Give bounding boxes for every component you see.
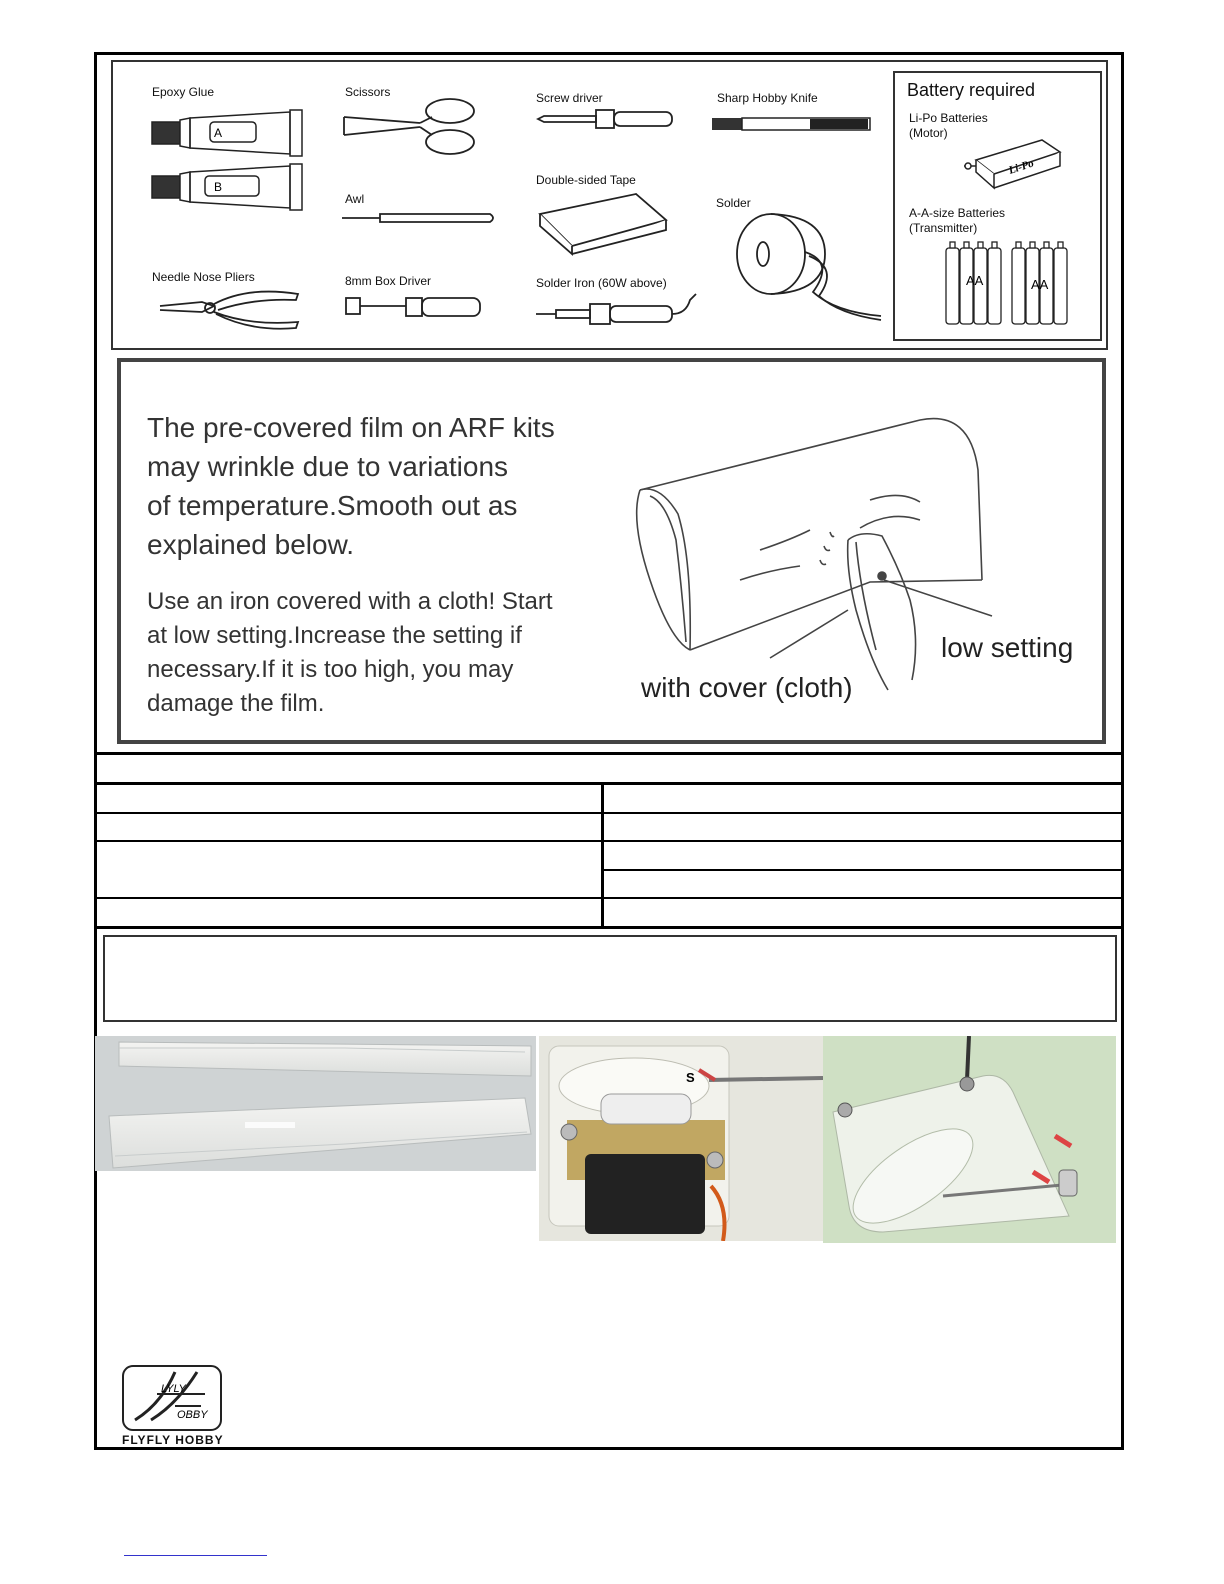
tape-label: Double-sided Tape <box>536 173 636 187</box>
epoxy-glue-label: Epoxy Glue <box>152 85 215 99</box>
notice-body: Use an iron covered with a cloth! Start at low setting.Increase the setting if necessary.If it is too high, you may damage the film. <box>147 588 553 717</box>
wing-panels-photo <box>95 1036 536 1171</box>
notice-title: The pre-covered film on ARF kits may wrinkle due to variations of temperature.Smooth out as explained below. <box>147 412 555 560</box>
screw-driver-icon <box>536 106 676 132</box>
lipo-pack-text: Li-Po <box>1007 157 1036 177</box>
table-top-rule <box>94 752 1124 755</box>
aa-note: (Transmitter) <box>909 221 978 235</box>
hobby-knife-label: Sharp Hobby Knife <box>717 91 818 105</box>
lipo-label: Li-Po Batteries <box>909 111 988 125</box>
aa-batteries-icon <box>942 240 1077 328</box>
cover-cloth-callout: with cover (cloth) <box>641 672 853 703</box>
tape-icon <box>536 190 671 256</box>
epoxy-glue-icon <box>150 108 305 218</box>
lipo-note: (Motor) <box>909 126 948 140</box>
battery-title: Battery required <box>907 80 1036 100</box>
tube-b-label: B <box>214 180 223 194</box>
solder-label: Solder <box>716 196 751 210</box>
servo-s-marker: S <box>686 1070 695 1085</box>
pliers-icon <box>158 284 304 334</box>
scissors-icon <box>340 95 480 157</box>
flyfly-hobby-logo <box>121 1364 223 1432</box>
table-bottom-rule <box>94 926 1124 929</box>
scissors-label: Scissors <box>345 85 391 99</box>
lipo-battery-icon <box>962 136 1064 192</box>
footer-link-rule <box>124 1555 267 1556</box>
table-column-divider <box>601 784 604 927</box>
awl-icon <box>340 208 498 228</box>
brand-name: FLYFLY HOBBY <box>122 1433 224 1447</box>
instruction-box <box>103 935 1117 1022</box>
table-row-rule <box>603 869 1124 871</box>
solder-iron-label: Solder Iron (60W above) <box>536 276 667 290</box>
tube-a-label: A <box>214 126 223 140</box>
logo-bottom-text: OBBY <box>177 1409 208 1421</box>
solder-spool-icon <box>735 212 883 324</box>
servo-mount-photo <box>539 1036 823 1241</box>
box-driver-label: 8mm Box Driver <box>345 274 432 288</box>
hobby-knife-icon <box>710 114 872 134</box>
screw-driver-label: Screw driver <box>536 91 603 105</box>
aa-text-right: AA <box>1031 277 1049 292</box>
box-driver-icon <box>344 294 484 320</box>
table-header-rule <box>94 782 1124 785</box>
table-row-rule <box>94 897 1124 899</box>
aa-text-left: AA <box>966 273 984 288</box>
awl-label: Awl <box>345 192 365 206</box>
low-setting-callout: low setting <box>941 632 1074 663</box>
aa-label: A-A-size Batteries <box>909 206 1006 220</box>
table-row-rule <box>94 840 1124 842</box>
logo-top-text: LYLY <box>161 1383 186 1395</box>
solder-iron-icon <box>534 292 700 332</box>
pliers-label: Needle Nose Pliers <box>152 270 255 284</box>
hatch-cover-photo <box>823 1036 1116 1243</box>
table-row-rule <box>94 812 1124 814</box>
